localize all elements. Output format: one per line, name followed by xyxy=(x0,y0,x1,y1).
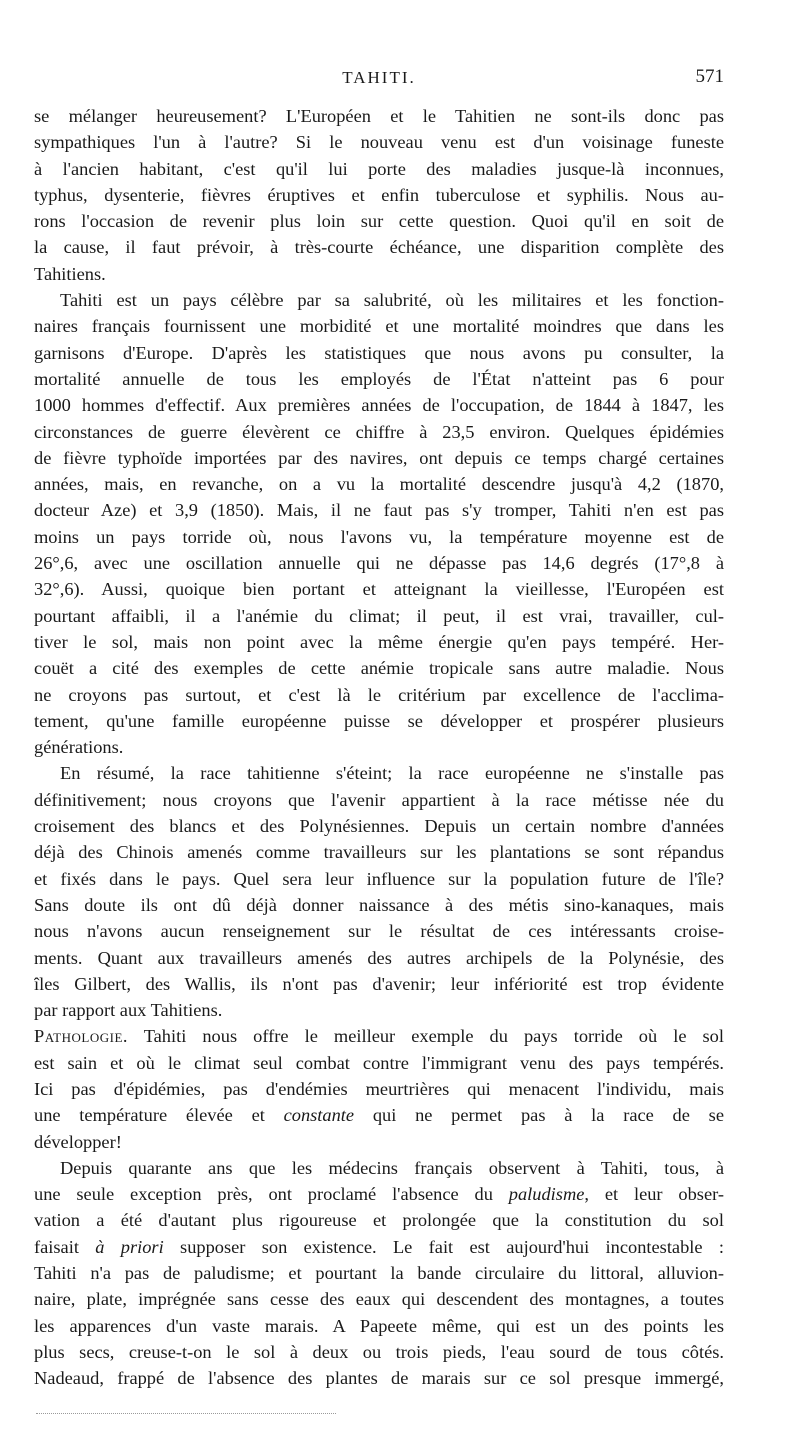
text-line: 32°,6). Aussi, quoique bien portant et atteignant la vieillesse, l'Européen est xyxy=(34,579,724,600)
italic-text: paludisme xyxy=(508,1184,585,1205)
line-text: une température élevée et xyxy=(34,1105,284,1126)
page-number: 571 xyxy=(695,66,724,87)
text-line: définitivement; nous croyons que l'avenir appartient à la race métisse née du xyxy=(34,789,724,810)
line-text: supposer son existence. Le fait est aujourd'hui incontestable : xyxy=(163,1236,724,1257)
text-line xyxy=(34,1181,724,1207)
footer-rule xyxy=(36,1413,336,1414)
text-line: couët a cité des exemples de cette anémie tropicale sans autre maladie. Nous xyxy=(34,658,724,679)
line-text: Tahiti nous offre le meilleur exemple du pays torride où le sol xyxy=(127,1026,724,1047)
text-line: Tahitiens. xyxy=(34,263,106,284)
text-line: de fièvre typhoïde importées par des navires, ont depuis ce temps chargé certaines xyxy=(34,447,724,468)
text-line: typhus, dysenterie, fièvres éruptives et enfin tuberculose et syphilis. Nous au- xyxy=(34,184,724,205)
section-heading: Pathologie. xyxy=(34,1026,128,1047)
text-line: Nadeaud, frappé de l'absence des plantes de marais sur ce sol presque immergé, xyxy=(34,1368,724,1389)
text-line: plus secs, creuse-t-on le sol à deux ou trois pieds, l'eau sourd de tous côtés. xyxy=(34,1341,724,1362)
page-header xyxy=(34,68,724,96)
text-line: croisement des blancs et des Polynésiennes. Depuis un certain nombre d'années xyxy=(34,816,724,837)
text-line: naires français fournissent une morbidité et une mortalité moindres que dans les xyxy=(34,316,724,337)
text-line: 1000 hommes d'effectif. Aux premières années de l'occupation, de 1844 à 1847, les xyxy=(34,395,724,416)
text-line: îles Gilbert, des Wallis, ils n'ont pas d'avenir; leur infériorité est trop évidente xyxy=(34,973,724,994)
text-line: est sain et où le climat seul combat contre l'immigrant venu des pays tempérés. xyxy=(34,1052,724,1073)
line-text: faisait xyxy=(34,1236,96,1257)
text-line: générations. xyxy=(34,737,124,758)
text-line: docteur Aze) et 3,9 (1850). Mais, il ne faut pas s'y tromper, Tahiti n'en est pas xyxy=(34,500,724,521)
text-line: circonstances de guerre élevèrent ce chiffre à 23,5 environ. Quelques épidémies xyxy=(34,421,724,442)
text-line: En résumé, la race tahitienne s'éteint; la race européenne ne s'installe pas xyxy=(60,763,724,784)
text-line: développer! xyxy=(34,1131,122,1152)
text-line: par rapport aux Tahitiens. xyxy=(34,1000,223,1021)
text-line: mortalité annuelle de tous les employés de l'État n'atteint pas 6 pour xyxy=(34,368,724,389)
text-line: déjà des Chinois amenés comme travailleurs sur les plantations se sont répandus xyxy=(34,842,724,863)
line-text: une seule exception près, ont proclamé l'absence du xyxy=(34,1184,509,1205)
text-line xyxy=(34,1102,724,1128)
text-line: Ici pas d'épidémies, pas d'endémies meurtrières qui menacent l'individu, mais xyxy=(34,1078,724,1099)
text-line: garnisons d'Europe. D'après les statistiques que nous avons pu consulter, la xyxy=(34,342,724,363)
text-line: pourtant affaibli, il a l'anémie du climat; il peut, il est vrai, travailler, cul- xyxy=(34,605,724,626)
italic-text: à priori xyxy=(95,1236,164,1257)
text-line: tement, qu'une famille européenne puisse se développer et prospérer plusieurs xyxy=(34,710,724,731)
text-line: se mélanger heureusement? L'Européen et le Tahitien ne sont-ils donc pas xyxy=(34,106,724,126)
running-title: TAHITI. xyxy=(342,68,416,87)
line-text: qui ne permet pas à la race de se xyxy=(354,1105,724,1126)
text-line xyxy=(34,1023,724,1049)
text-line: les apparences d'un vaste marais. A Papeete même, qui est un des points les xyxy=(34,1315,724,1336)
text-line: ne croyons pas surtout, et c'est là le critérium par excellence de l'acclima- xyxy=(34,684,724,705)
text-line: la cause, il faut prévoir, à très-courte échéance, une disparition complète des xyxy=(34,237,724,258)
italic-text: constante xyxy=(283,1105,355,1126)
text-line: vation a été d'autant plus rigoureuse et prolongée que la constitution du sol xyxy=(34,1210,724,1231)
text-line: nous n'avons aucun renseignement sur le résultat de ces intéressants croise- xyxy=(34,921,724,942)
text-line: naire, plate, imprégnée sans cesse des eaux qui descendent des montagnes, a toutes xyxy=(34,1289,724,1310)
text-line: Tahiti n'a pas de paludisme; et pourtant la bande circulaire du littoral, alluvion- xyxy=(34,1263,724,1284)
text-line: années, mais, en revanche, on a vu la mortalité descendre jusqu'à 4,2 (1870, xyxy=(34,474,724,495)
text-line: 26°,6, avec une oscillation annuelle qui ne dépasse pas 14,6 degrés (17°,8 à xyxy=(34,553,724,574)
text-line: rons l'occasion de revenir plus loin sur cette question. Quoi qu'il en soit de xyxy=(34,211,724,232)
text-line: moins un pays torride où, nous l'avons vu, la température moyenne est de xyxy=(34,526,724,547)
text-line: Tahiti est un pays célèbre par sa salubrité, où les militaires et les fonction- xyxy=(60,290,724,311)
text-line: sympathiques l'un à l'autre? Si le nouveau venu est d'un voisinage funeste xyxy=(34,132,724,153)
line-text: , et leur obser- xyxy=(584,1184,724,1205)
body-text xyxy=(34,103,724,1392)
text-line: à l'ancien habitant, c'est qu'il lui porte des maladies jusque-là inconnues, xyxy=(34,158,724,179)
text-line: ments. Quant aux travailleurs amenés des autres archipels de la Polynésie, des xyxy=(34,947,724,968)
text-line: et fixés dans le pays. Quel sera leur influence sur la population future de l'île? xyxy=(34,868,724,889)
text-line xyxy=(34,1234,724,1260)
text-line: Sans doute ils ont dû déjà donner naissance à des métis sino-kanaques, mais xyxy=(34,894,724,915)
text-line: tiver le sol, mais non point avec la même énergie qu'en pays tempéré. Her- xyxy=(34,631,724,652)
text-line: Depuis quarante ans que les médecins français observent à Tahiti, tous, à xyxy=(60,1157,724,1178)
